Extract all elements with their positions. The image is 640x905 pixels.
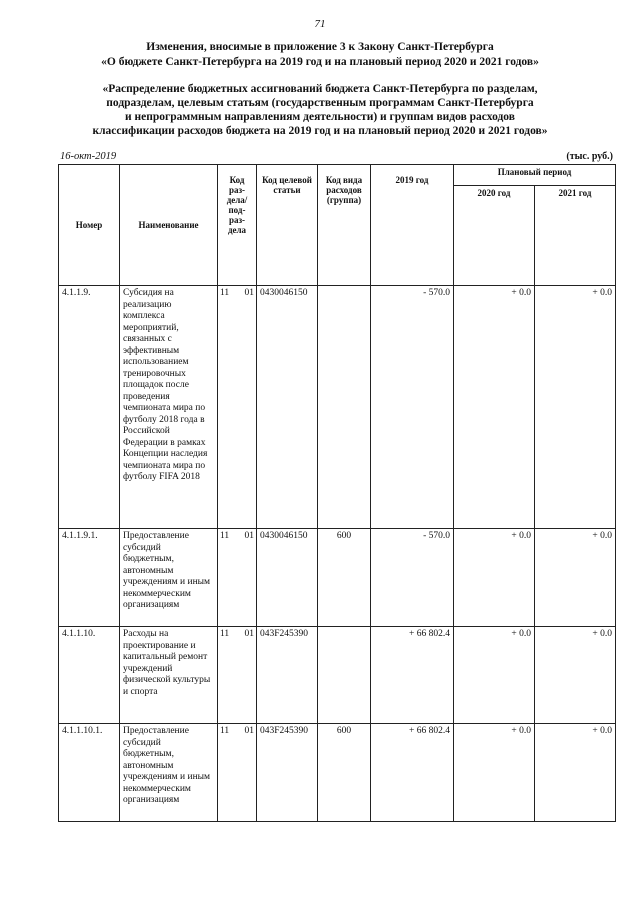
row-expense-type xyxy=(318,627,371,724)
row-expense-type: 600 xyxy=(318,724,371,822)
row-section xyxy=(218,724,257,822)
table-row xyxy=(59,286,616,529)
header-section: Код раз- дела/ под- раз- дела xyxy=(218,165,257,286)
row-podrazdel: 01 xyxy=(244,288,254,298)
row-name: Субсидия на реализацию комплекса мероприятий, связанных с эффективным использованием тренировочных площадок после проведения чемпионата мира по футболу 2018 года в Российской Федерации в рамках Концепции наследия чемпионата мира по футболу FIFA 2018 xyxy=(120,286,218,529)
row-2019: - 570.0 xyxy=(371,529,454,627)
subtitle-line: и непрограммным направлениям деятельности) и группам видов расходов xyxy=(125,111,515,123)
row-podrazdel: 01 xyxy=(244,629,254,639)
header-name: Наименование xyxy=(120,165,218,286)
row-section xyxy=(218,529,257,627)
document-date: 16-окт-2019 xyxy=(60,151,117,162)
header-number: Номер xyxy=(59,165,120,286)
row-target: 043F245390 xyxy=(257,724,318,822)
row-2020: + 0.0 xyxy=(454,529,535,627)
header-2021: 2021 год xyxy=(535,186,616,286)
row-2019: + 66 802.4 xyxy=(371,724,454,822)
row-number: 4.1.1.9.1. xyxy=(59,529,120,627)
row-target: 043F245390 xyxy=(257,627,318,724)
row-name: Расходы на проектирование и капитальный ремонт учреждений физической культуры и спорта xyxy=(120,627,218,724)
page-number: 71 xyxy=(314,18,326,30)
row-razdel: 11 xyxy=(220,726,230,736)
header-2020: 2020 год xyxy=(454,186,535,286)
row-razdel: 11 xyxy=(220,288,230,298)
header-2019: 2019 год xyxy=(371,165,454,286)
title-line: «О бюджете Санкт-Петербурга на 2019 год и на плановый период 2020 и 2021 годов» xyxy=(101,56,539,68)
subtitle-line: классификации расходов бюджета на 2019 год и на плановый период 2020 и 2021 годов» xyxy=(92,125,548,137)
row-2021: + 0.0 xyxy=(535,286,616,529)
subtitle-line: «Распределение бюджетных ассигнований бюджета Санкт-Петербурга по разделам, xyxy=(102,83,538,95)
row-2020: + 0.0 xyxy=(454,627,535,724)
row-section xyxy=(218,627,257,724)
row-section xyxy=(218,286,257,529)
document-subtitle xyxy=(40,82,600,138)
table-row xyxy=(59,627,616,724)
table-row xyxy=(59,724,616,822)
document-title xyxy=(40,40,600,70)
table-row xyxy=(59,529,616,627)
row-name: Предоставление субсидий бюджетным, автономным учреждениям и иным некоммерческим организациям xyxy=(120,529,218,627)
row-number: 4.1.1.9. xyxy=(59,286,120,529)
header-expense-type: Код вида расходов (группа) xyxy=(318,165,371,286)
units-label: (тыс. руб.) xyxy=(566,151,613,162)
row-expense-type xyxy=(318,286,371,529)
subtitle-line: подразделам, целевым статьям (государственным программам Санкт-Петербурга xyxy=(106,97,534,109)
header-planned-period: Плановый период xyxy=(454,165,616,186)
row-2021: + 0.0 xyxy=(535,724,616,822)
row-podrazdel: 01 xyxy=(244,531,254,541)
row-razdel: 11 xyxy=(220,531,230,541)
budget-table xyxy=(58,164,616,822)
row-name: Предоставление субсидий бюджетным, автономным учреждениям и иным некоммерческим организациям xyxy=(120,724,218,822)
row-2019: - 570.0 xyxy=(371,286,454,529)
row-target: 0430046150 xyxy=(257,529,318,627)
row-2020: + 0.0 xyxy=(454,286,535,529)
row-2021: + 0.0 xyxy=(535,529,616,627)
row-expense-type: 600 xyxy=(318,529,371,627)
title-line: Изменения, вносимые в приложение 3 к Закону Санкт-Петербурга xyxy=(146,41,494,53)
row-target: 0430046150 xyxy=(257,286,318,529)
row-2019: + 66 802.4 xyxy=(371,627,454,724)
row-podrazdel: 01 xyxy=(244,726,254,736)
row-2021: + 0.0 xyxy=(535,627,616,724)
row-2020: + 0.0 xyxy=(454,724,535,822)
row-number: 4.1.1.10. xyxy=(59,627,120,724)
row-number: 4.1.1.10.1. xyxy=(59,724,120,822)
row-razdel: 11 xyxy=(220,629,230,639)
header-target: Код целевой статьи xyxy=(257,165,318,286)
